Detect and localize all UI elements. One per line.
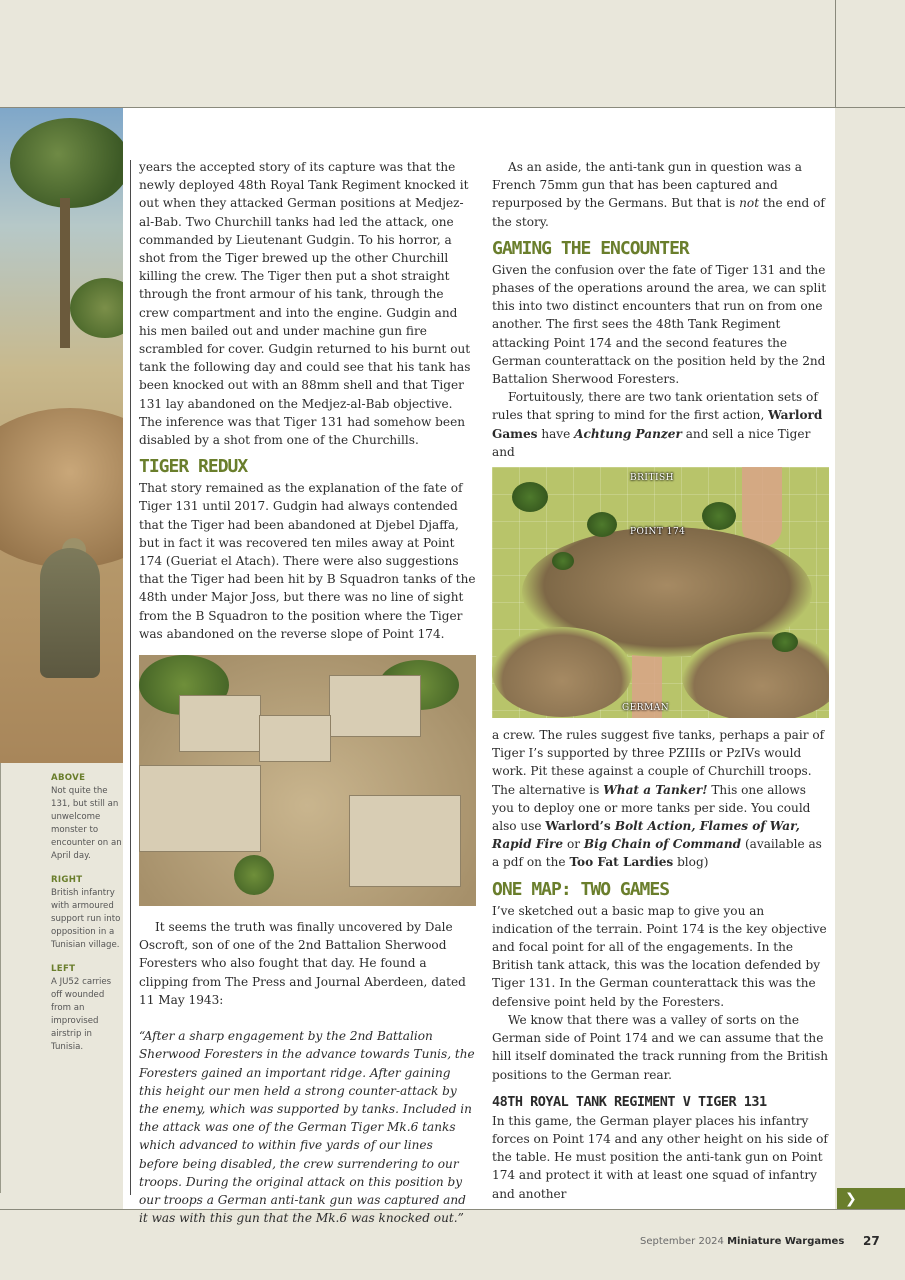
map-track [742,467,782,547]
photo-tree [10,118,123,208]
caption-right [51,874,125,952]
bold-text: Warlord Games [492,408,823,441]
page-folio [640,1236,880,1247]
photo-ridge [0,408,123,568]
photo-bush [70,278,123,338]
body-paragraph: I’ve sketched out a basic map to give you an indication of the terrain. Point 174 is the key objective and focal point for all of the engagements. In the British tank attack, this was the location defended by Tiger 131. In the German counterattack this was the defensive point held by the Foresters. [492,903,827,1009]
caption-text: British infantry with armoured support run into opposition in a Tunisian village. [51,888,121,950]
article-column-right [492,158,829,1203]
text-run: or [563,837,584,852]
caption-above [51,772,125,863]
photo-building [349,795,461,887]
chevron-right-icon: ❯ [845,1191,857,1207]
map-label-point-174: POINT 174 [630,527,686,538]
village-battle-photo [139,655,476,906]
body-paragraph [492,158,829,231]
bottom-rule [0,1209,905,1210]
bold-text: Warlord’s [545,819,611,834]
section-heading: GAMING THE ENCOUNTER [492,237,689,259]
emphasis: not [739,196,760,211]
map-label-british: BRITISH [630,473,675,484]
magazine-title: Miniature Wargames [727,1236,845,1247]
map-bush [587,512,617,537]
body-paragraph: That story remained as the explanation of the fate of Tiger 131 until 2017. Gudgin had always contended that the Tiger had been abandoned at Djebel Djaffa, but in fact it was recovered ten miles away at Point 174 (Gueriat el Atach). There were also suggestions that the Tiger had been hit by B Squadron tanks of the 48th under Major Joss, but there was no line of sight from the B Squadron to the position where the Tiger was abandoned on the reverse slope of Point 174. [139,481,476,641]
section-heading: ONE MAP: TWO GAMES [492,878,670,900]
body-paragraph: It seems the truth was finally uncovered by Dale Oscroft, son of one of the 2nd Battalion Sherwood Foresters who also fought that day. He found a clipping from The Press and Journal Aberdeen, dated 11 May 1943: [139,920,466,1007]
text-run: This one allows you to deploy one or more tanks per side. You could also use [492,782,811,834]
column-rule [130,160,131,1195]
text-run: the end of the story. [492,196,825,229]
map-bush [512,482,548,512]
body-paragraph: years the accepted story of its capture was that the newly deployed 48th Royal Tank Regiment knocked it out when they attacked German positions at Medjez-al-Bab. Two Churchill tanks had led the attack, one commanded by Lieutenant Gudgin. To his horror, a shot from the Tiger brewed up the other Churchill killing the crew. The Tiger then put a shot straight through the front armour of his tank, through the crew compartment and into the engine. Gudgin and his men bailed out and under machine gun fire scrambled for cover. Gudgin returned to his burnt out tank the following day and could see that his tank has been knocked out with an 88mm shell and that Tiger 131 lay abandoned on the Medjez-al-Bab objective. The inference was that Tiger 131 had somehow been disabled by a shot from one of the Churchills. [139,160,471,448]
text-run: (available as a pdf on the [492,837,822,870]
body-paragraph [492,726,829,872]
map-label-german: GERMAN [622,703,670,714]
page-number: 27 [863,1234,880,1248]
photo-building [329,675,421,737]
caption-text: A JU52 carries off wounded from an improvised airstrip in Tunisia. [51,977,112,1052]
caption-rule [0,763,1,1193]
article-column-left [139,158,476,1227]
tiger-diorama-photo [0,108,123,763]
body-paragraph [492,388,829,461]
photo-building [139,765,261,852]
caption-left [51,963,125,1054]
map-hill [682,632,829,718]
next-page-tab[interactable] [837,1188,905,1210]
body-paragraph: In this game, the German player places his infantry forces on Point 174 and any other height on his side of the table. He must position the anti-tank gun on Point 174 and protect it with at least one squad of infantry and another [492,1113,828,1201]
product-name: What a Tanker! [603,782,708,797]
section-heading: TIGER REDUX [139,456,248,478]
body-paragraph: Given the confusion over the fate of Tiger 131 and the phases of the operations around the area, we can split this into two distinct encounters that run on from one another. The first sees the 48th Tank Regiment attacking Point 174 and the second features the German counterattack on the position held by the 2nd Battalion Sherwood Foresters. [492,262,827,387]
battle-map [492,467,829,718]
product-name: Big Chain of Command [583,837,742,852]
top-vertical-rule [835,0,836,108]
photo-building [179,695,261,752]
map-bush [702,502,736,530]
text-run: Fortuitously, there are two tank orientation sets of rules that spring to mind for the first action, [492,390,818,423]
caption-text: Not quite the 131, but still an unwelcome monster to encounter on an April day. [51,786,122,861]
product-name: Achtung Panzer [574,426,682,441]
bold-text: Too Fat Lardies [569,855,674,870]
subsection-heading: 48TH ROYAL TANK REGIMENT V TIGER 131 [492,1093,767,1110]
caption-head: ABOVE [51,773,86,783]
product-name: Bolt Action, Flames of War, Rapid Fire [492,819,800,852]
issue-date: September 2024 [640,1236,724,1247]
photo-bush [234,855,274,895]
newspaper-quote: “After a sharp engagement by the 2nd Battalion Sherwood Foresters in the advance towards Tunis, the Foresters gained an important ridge. After gaining this height our men held a strong counter-attack by the enemy, which was supported by tanks. Included in the attack was one of the German Tiger Mk.6 tanks which advanced to within five yards of our lines before being disabled, the crew surrendering to our troops. During the original attack on this position by our troops a German anti-tank gun was captured and it was with this gun that the Mk.6 was knocked out.” [139,1029,475,1226]
text-run: have [537,426,575,441]
map-bush [552,552,574,570]
text-run: and sell a nice Tiger and [492,426,811,459]
body-paragraph: We know that there was a valley of sorts on the German side of Point 174 and we can assume that the hill itself dominated the track running from the British positions to the German rear. [492,1012,829,1082]
text-run: a crew. The rules suggest five tanks, perhaps a pair of Tiger I’s supported by three PZIIIs or PzIVs would work. Pit these against a couple of Churchill troops. The alternative is [492,728,825,797]
photo-captions [51,772,125,1065]
map-bush [772,632,798,652]
photo-building [259,715,331,762]
map-hill [492,627,632,717]
top-margin [0,0,905,108]
text-run: As an aside, the anti-tank gun in question was a French 75mm gun that has been captured and repurposed by the Germans. But that is [492,160,803,211]
caption-head: LEFT [51,964,76,974]
text-run: blog) [673,855,709,870]
photo-figure [40,548,100,678]
caption-head: RIGHT [51,875,83,885]
photo-tree-trunk [60,198,70,348]
